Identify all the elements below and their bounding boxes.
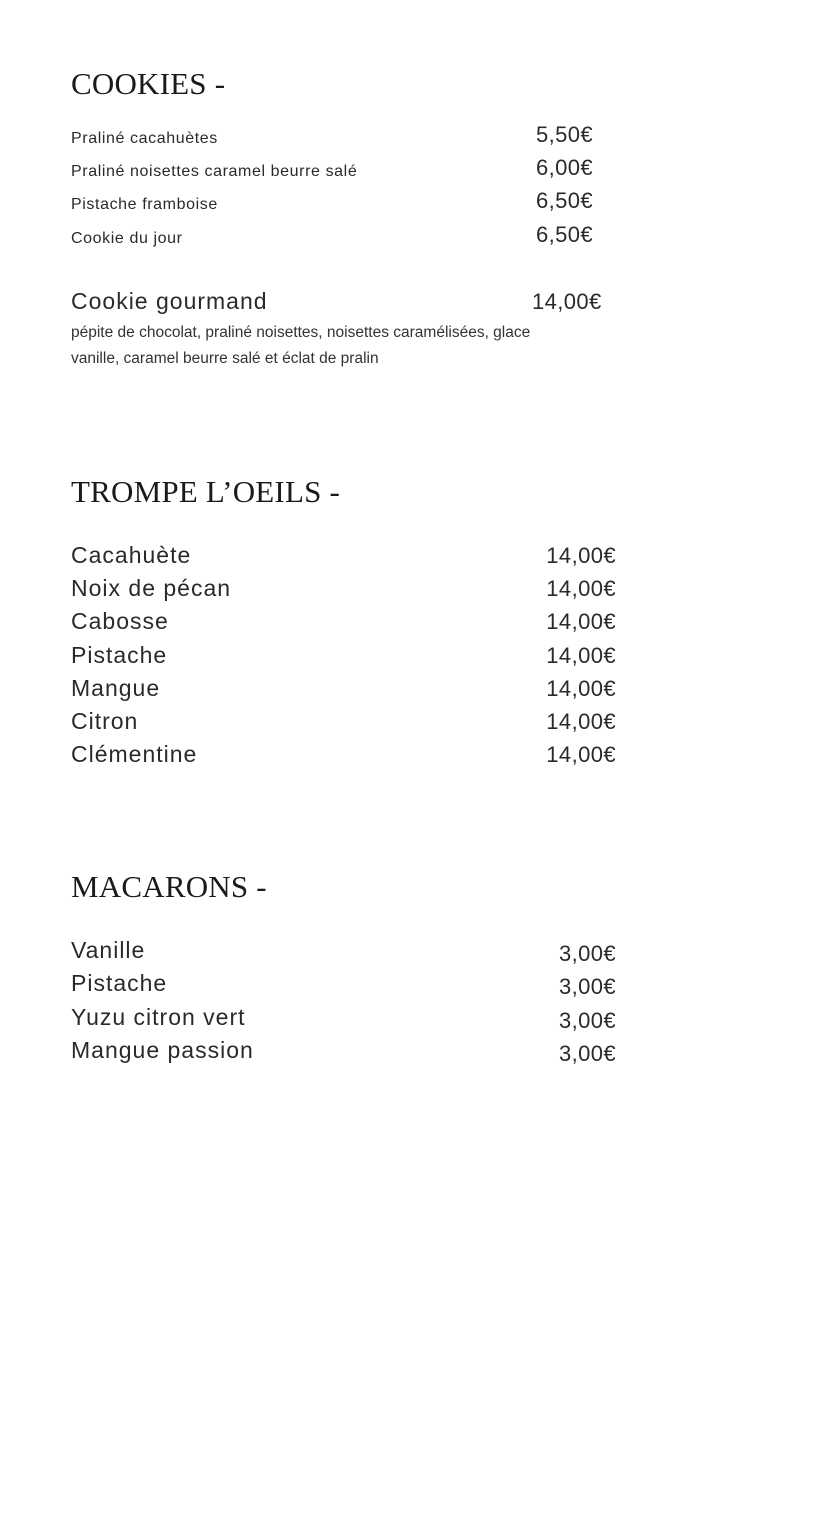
item-price: 14,00€: [546, 709, 616, 734]
item-price: 6,00€: [536, 155, 594, 180]
item-name: Vanille: [71, 937, 146, 963]
item-price: 14,00€: [546, 576, 616, 601]
item-price: 3,00€: [558, 974, 616, 999]
item-name: Mangue: [71, 675, 161, 701]
menu-item: [71, 970, 616, 1000]
menu-item: [71, 222, 616, 252]
menu-item: [71, 1004, 616, 1034]
item-price: 3,00€: [558, 1008, 616, 1033]
item-price: 14,00€: [546, 676, 616, 701]
menu-item: [71, 741, 616, 771]
menu-item: [71, 675, 616, 705]
menu-item: [71, 1037, 616, 1067]
section-title-macarons: MACARONS -: [71, 869, 267, 904]
menu-item: [71, 122, 616, 152]
item-price: 14,00€: [546, 609, 616, 634]
item-name: Praliné noisettes caramel beurre salé: [71, 163, 358, 180]
item-name: Pistache: [71, 642, 168, 668]
item-price: 5,50€: [536, 122, 594, 147]
menu-item: [71, 188, 616, 218]
menu-item: [71, 642, 616, 672]
item-price: 3,00€: [558, 1041, 616, 1066]
item-name: Pistache: [71, 970, 168, 996]
menu-item: [71, 155, 616, 185]
item-price: 6,50€: [536, 222, 594, 247]
cookie-gourmand-description: pépite de chocolat, praliné noisettes, noisettes caramélisées, glace vanille, caramel beurre salé et éclat de pralin: [71, 324, 531, 367]
menu-item: [71, 575, 616, 605]
item-name: Citron: [71, 708, 139, 734]
item-name: Cookie du jour: [71, 230, 183, 247]
item-name: Cacahuète: [71, 542, 192, 568]
item-price: 14,00€: [546, 543, 616, 568]
item-name: Yuzu citron vert: [71, 1004, 246, 1030]
menu-item: [71, 708, 616, 738]
cookie-gourmand-name: Cookie gourmand: [71, 288, 268, 314]
item-name: Cabosse: [71, 608, 169, 634]
item-name: Praliné cacahuètes: [71, 130, 218, 147]
item-name: Clémentine: [71, 741, 198, 767]
menu-item: [71, 937, 616, 967]
section-title-cookies: COOKIES -: [71, 66, 226, 101]
item-price: 6,50€: [536, 188, 594, 213]
cookie-gourmand-price: 14,00€: [532, 289, 602, 314]
item-name: Pistache framboise: [71, 196, 218, 213]
menu-item: [71, 608, 616, 638]
menu-item: [71, 542, 616, 572]
item-name: Noix de pécan: [71, 575, 232, 601]
item-name: Mangue passion: [71, 1037, 254, 1063]
section-title-trompe-loeils: TROMPE L’OEILS -: [71, 474, 341, 509]
item-price: 14,00€: [546, 742, 616, 767]
item-price: 3,00€: [558, 941, 616, 966]
item-price: 14,00€: [546, 643, 616, 668]
